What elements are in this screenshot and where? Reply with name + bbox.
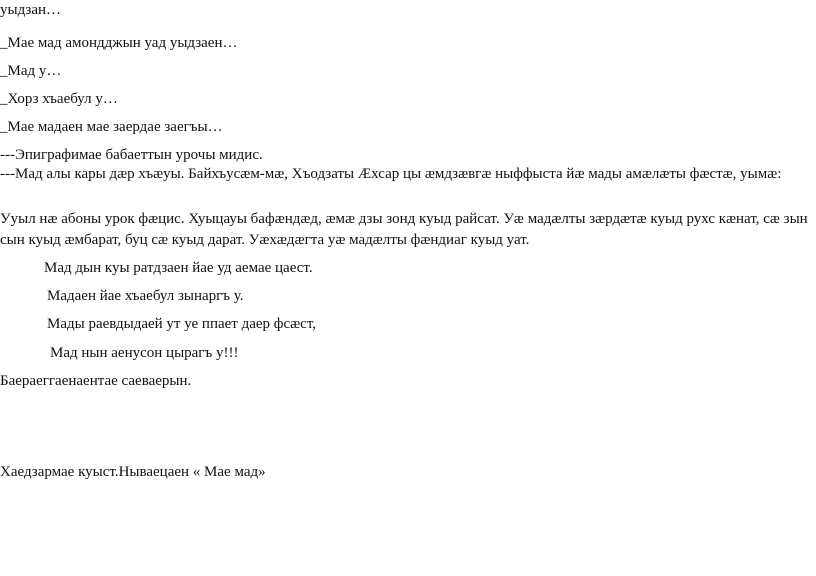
text-line-dialogue-3: _Хорз хъаебул у… bbox=[0, 91, 118, 107]
poem-line-4: Мад нын аенусон цырагъ у!!! bbox=[50, 345, 239, 361]
text-line-dialogue-4: _Мае мадаен мае заердае заегъы… bbox=[0, 119, 223, 135]
text-line-dialogue-2: _Мад у… bbox=[0, 63, 62, 79]
text-line-continuation: уыдзан… bbox=[0, 2, 62, 18]
text-paragraph-lesson-end: Ууыл нæ абоны урок фæцис. Хуыцауы бафæндæд, æмæ дзы зонд куыд райсат. Уæ мадæлты зæрдæтæ куыд рухс кæнат, сæ зын сын куыд æмбарат, буц сæ куыд дарат. Уæхæдæгта уæ мадæлты фæндиаг куыд уат. bbox=[0, 211, 808, 248]
poem-line-1: Мад дын куы ратдзаен йае уд аемае цаест. bbox=[44, 260, 313, 276]
text-line-grading: Баераеггаенаентае саеваерын. bbox=[0, 373, 192, 389]
poem-line-3: Мады раевдыдаей ут уе ппает даер фсæст, bbox=[47, 316, 317, 332]
poem-line-2: Мадаен йае хъаебул зынаргъ у. bbox=[47, 288, 244, 304]
text-line-homework: Хаедзармае куыст.Нываецаен « Мае мад» bbox=[0, 464, 266, 480]
text-line-epigraph: ---Эпиграфимае бабаеттын урочы мидис. bbox=[0, 147, 263, 163]
text-line-dialogue-1: _Мае мад амондджын уад уыдзаен… bbox=[0, 35, 238, 51]
text-paragraph-poem-intro: ---Мад алы кары дæр хъæуы. Байхъусæм-мæ, Хъодзаты Æхсар цы æмдзæвгæ ныффыста йæ мады амæлæты фæстæ, уымæ: bbox=[0, 166, 782, 182]
